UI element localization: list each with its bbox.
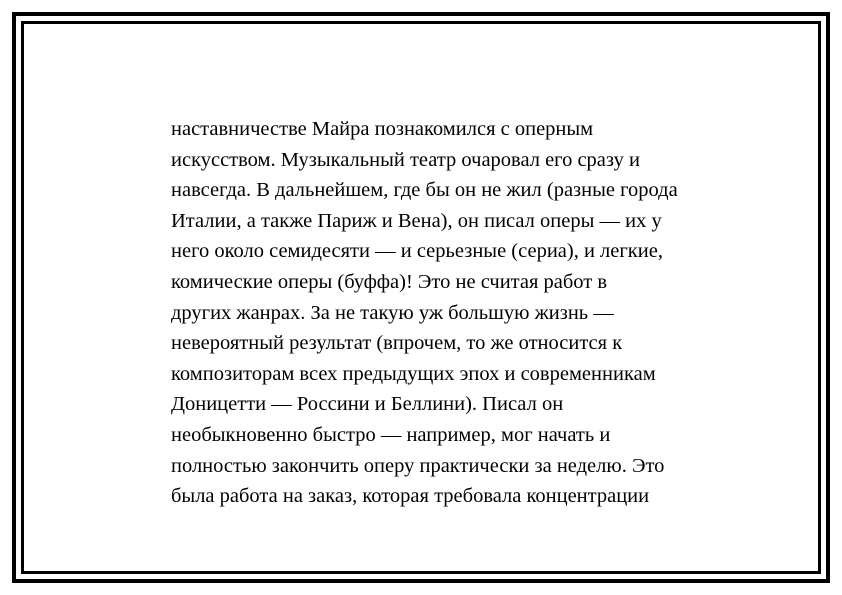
text-line: невероятный результат (впрочем, то же относится к (171, 332, 623, 355)
body-text (171, 114, 731, 512)
text-line: была работа на заказ, которая требовала концентрации (171, 485, 650, 508)
text-line: комические оперы (буффа)! Это не считая работ в (171, 270, 608, 293)
text-line: полностью закончить оперу практически за неделю. Это (171, 454, 665, 477)
text-line: него около семидесяти — и серьезные (сериа), и легкие, (171, 240, 663, 263)
text-line: наставничестве Майра познакомился с оперным (171, 118, 594, 140)
text-line: Италии, а также Париж и Вена), он писал оперы — их у (171, 209, 662, 232)
text-line: искусством. Музыкальный театр очаровал его сразу и (171, 148, 640, 171)
text-line: других жанрах. За не такую уж большую жизнь — (171, 301, 614, 324)
text-line: композиторам всех предыдущих эпох и современникам (171, 362, 656, 385)
text-line: Доницетти — Россини и Беллини). Писал он (171, 393, 564, 416)
text-line: необыкновенно быстро — например, мог начать и (171, 423, 611, 446)
text-line: навсегда. В дальнейшем, где бы он не жил (разные города (171, 179, 678, 202)
